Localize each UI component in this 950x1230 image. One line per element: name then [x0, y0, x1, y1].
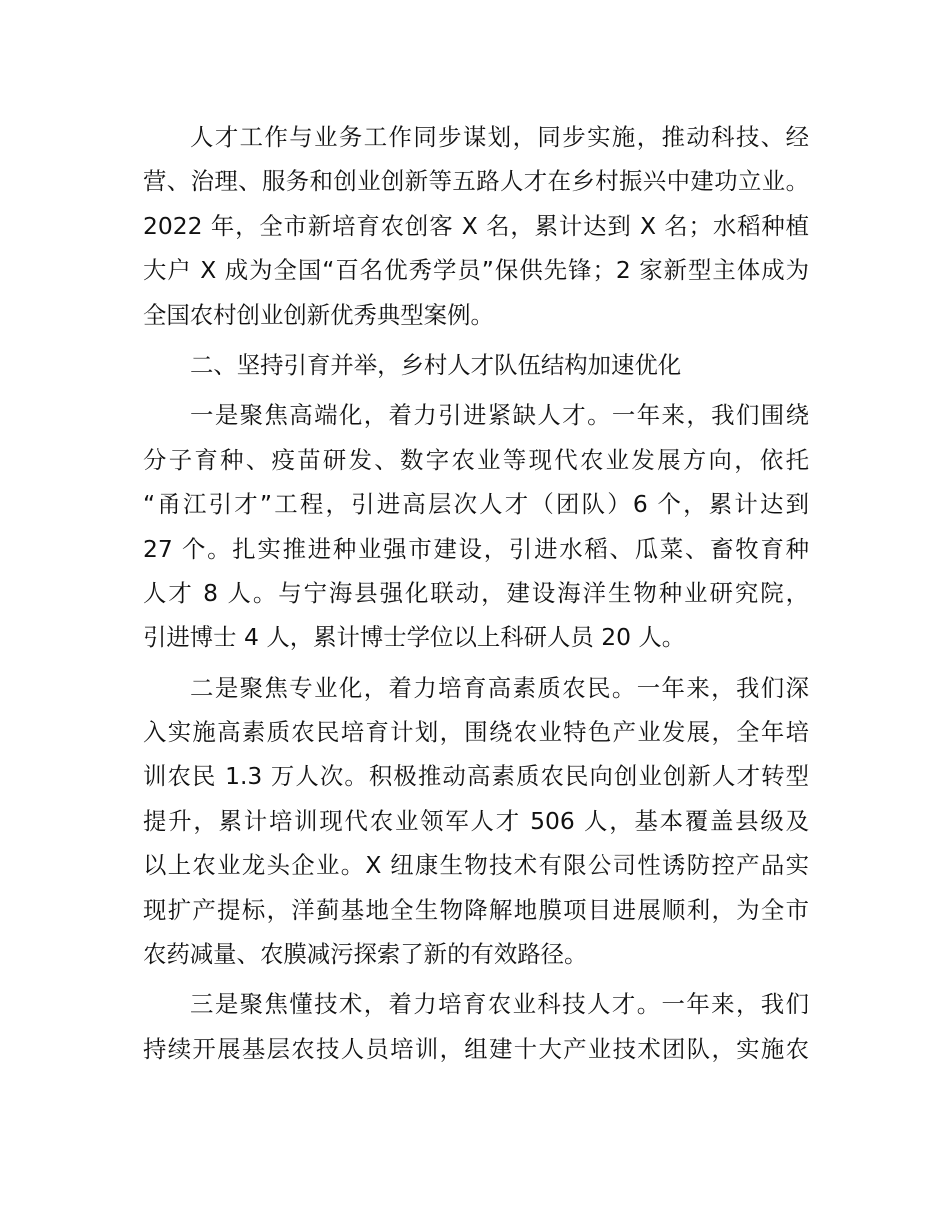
- text-line: 大户 X 成为全国“百名优秀学员”保供先锋；2 家新型主体成为: [143, 256, 809, 285]
- paragraph-high-end: [143, 393, 809, 659]
- text-line: 分子育种、疫苗研发、数字农业等现代农业发展方向，依托: [143, 445, 809, 474]
- text-line: 引进博士 4 人，累计博士学位以上科研人员 20 人。: [143, 623, 686, 652]
- document-page: [143, 115, 809, 1077]
- text-line: 现扩产提标，洋蓟基地全生物降解地膜项目进展顺利，为全市: [143, 895, 809, 924]
- paragraph-talent-work: [143, 115, 809, 337]
- text-line: 三是聚焦懂技术，着力培育农业科技人才。一年来，我们: [190, 990, 809, 1019]
- paragraph-technology: [143, 982, 809, 1071]
- text-line: 27 个。扎实推进种业强市建设，引进水稻、瓜菜、畜牧育种: [143, 534, 809, 563]
- text-line: 人才工作与业务工作同步谋划，同步实施，推动科技、经: [190, 123, 809, 151]
- text-line: “甬江引才”工程，引进高层次人才（团队）6 个，累计达到: [143, 490, 809, 519]
- text-line: 农药减量、农膜减污探索了新的有效路径。: [143, 940, 588, 969]
- text-line: 以上农业龙头企业。X 纽康生物技术有限公司性诱防控产品实: [143, 851, 809, 880]
- text-line: 入实施高素质农民培育计划，围绕农业特色产业发展，全年培: [143, 718, 809, 747]
- text-line: 一是聚焦高端化，着力引进紧缺人才。一年来，我们围绕: [190, 401, 809, 430]
- text-line: 营、治理、服务和创业创新等五路人才在乡村振兴中建功立业。: [143, 167, 809, 196]
- text-line: 持续开展基层农技人员培训，组建十大产业技术团队，实施农: [143, 1034, 809, 1063]
- heading-text: 二、坚持引育并举，乡村人才队伍结构加速优化: [190, 350, 682, 379]
- text-line: 二是聚焦专业化，着力培育高素质农民。一年来，我们深: [190, 673, 809, 702]
- text-line: 提升，累计培训现代农业领军人才 506 人，基本覆盖县级及: [143, 806, 809, 835]
- text-line: 2022 年，全市新培育农创客 X 名，累计达到 X 名；水稻种植: [143, 211, 809, 240]
- text-line: 人才 8 人。与宁海县强化联动，建设海洋生物种业研究院，: [143, 578, 809, 607]
- text-line: 训农民 1.3 万人次。积极推动高素质农民向创业创新人才转型: [143, 762, 809, 791]
- text-line: 全国农村创业创新优秀典型案例。: [143, 300, 494, 329]
- paragraph-professional: [143, 666, 809, 977]
- section-heading: [143, 343, 809, 387]
